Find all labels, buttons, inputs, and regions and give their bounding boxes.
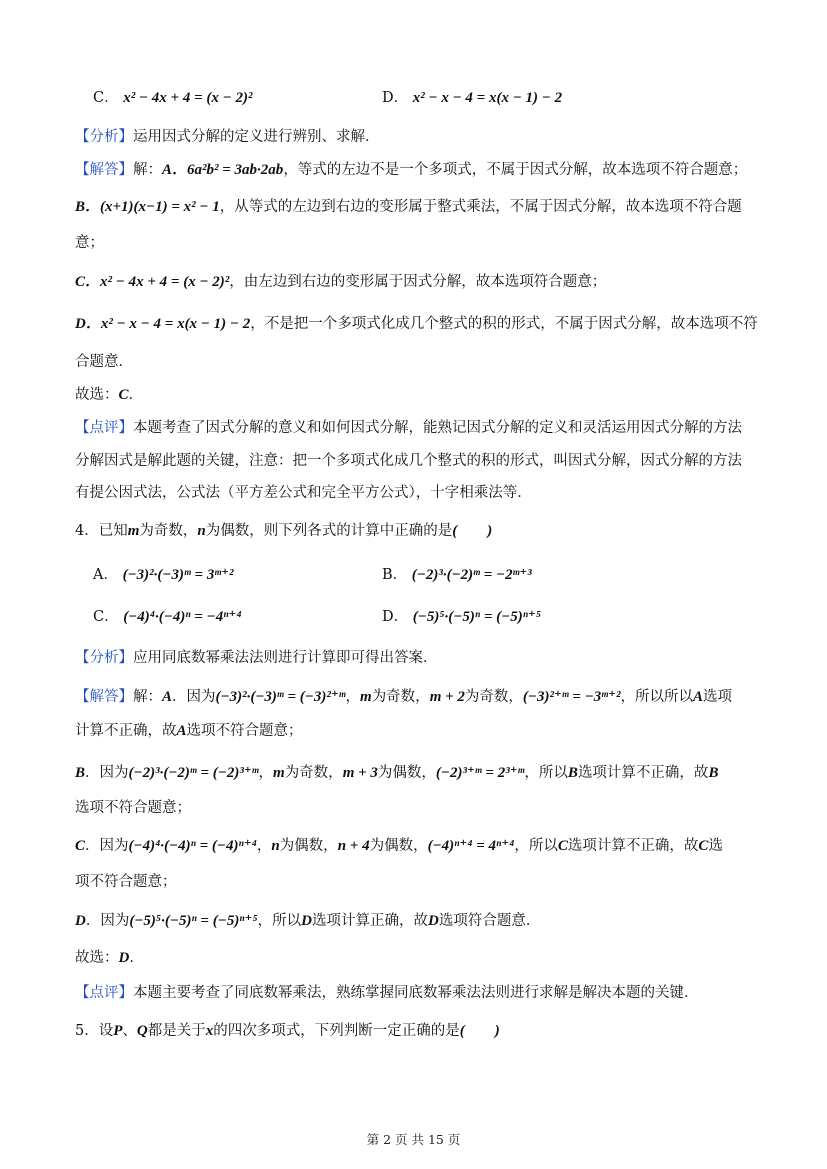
q3-review-1	[75, 418, 742, 438]
item-text: 意；	[75, 235, 104, 251]
page-footer: 第 2 页 共 15 页	[366, 1132, 461, 1147]
option-math: x² − 4x + 4 = (x − 2)²	[123, 90, 253, 106]
q3-answer-d	[75, 314, 758, 334]
choice-text: 故选：	[75, 950, 119, 966]
item-math: C	[557, 838, 568, 854]
q4-option-a	[93, 565, 234, 585]
item-text: 为偶数，	[369, 838, 428, 854]
item-text: 计算不正确，故	[75, 723, 177, 739]
item-text: ．因为	[85, 765, 129, 781]
answer-intro: 解：	[133, 162, 162, 178]
item-text: ，所以	[524, 765, 568, 781]
review-text: 分解因式是解此题的关键，注意：把一个多项式化成几个整式的积的形式，叫因式分解，因式分解的方法	[75, 453, 742, 469]
stem-text: 为偶数，则下列各式的计算中正确的是	[205, 523, 453, 539]
item-math: m + 2	[429, 689, 465, 705]
item-label: B	[75, 765, 86, 781]
choice-value: C	[118, 387, 129, 403]
var-q: Q	[136, 1023, 148, 1039]
q4-option-b	[382, 565, 532, 585]
item-text: 合题意．	[75, 354, 133, 370]
stem-text: 都是关于	[147, 1023, 206, 1039]
q3-answer-b-cont	[75, 233, 104, 253]
q5-stem	[75, 1021, 500, 1041]
item-text: 选	[708, 838, 723, 854]
item-text: 选项符合题意．	[438, 913, 541, 929]
q4-answer-b	[75, 763, 718, 783]
item-text: ，所以	[257, 913, 302, 929]
item-text: ，	[345, 689, 361, 705]
var-n: n	[197, 523, 206, 539]
item-label: C	[75, 838, 86, 854]
answer-blank: ( )	[459, 1023, 500, 1039]
item-math: m	[273, 765, 285, 781]
item-math: B	[567, 765, 578, 781]
item-text: 为偶数，	[377, 765, 436, 781]
item-label: A	[162, 689, 173, 705]
var-m: m	[127, 523, 140, 539]
choice-text: 故选：	[75, 387, 119, 403]
item-text: ，所以所以	[620, 689, 694, 705]
answer-blank: ( )	[452, 523, 493, 539]
q4-choice: 故选：D．	[75, 950, 144, 966]
q3-option-d	[382, 88, 562, 108]
item-text: ．因为	[172, 689, 216, 705]
review-text: 本题考查了因式分解的意义和如何因式分解，能熟记因式分解的定义和灵活运用因式分解的方法	[133, 420, 742, 436]
answer-tag: 【解答】	[75, 689, 133, 705]
choice-value: D	[118, 950, 130, 966]
option-math: (−2)³·(−2)ᵐ = −2ᵐ⁺³	[411, 567, 532, 583]
item-text: ，	[258, 765, 274, 781]
stem-text: 已知	[98, 523, 128, 539]
answer-tag: 【解答】	[75, 162, 133, 178]
question-number: 5．	[75, 1023, 99, 1039]
stem-text: 设	[98, 1023, 114, 1039]
item-text: ，所以	[514, 838, 558, 854]
q4-answer-c	[75, 836, 723, 856]
q3-review-3	[75, 483, 532, 503]
q3-answer-a	[75, 160, 747, 180]
analysis-tag: 【分析】	[75, 129, 133, 145]
q4-answer-c-cont	[75, 872, 177, 892]
option-label: C．	[93, 609, 119, 625]
q4-option-c	[93, 607, 242, 627]
item-math: 6a²b² = 3ab·2ab	[187, 162, 284, 178]
item-math: (−3)²⁺ᵐ = −3ᵐ⁺²	[522, 689, 621, 705]
item-math: x² − x − 4 = x(x − 1) − 2	[100, 316, 251, 332]
q3-answer-b	[75, 197, 742, 217]
analysis-tag: 【分析】	[75, 650, 133, 666]
item-text: 选项计算不正确，故	[567, 838, 699, 854]
option-label: B．	[382, 567, 408, 583]
item-math: n + 4	[337, 838, 370, 854]
item-math: (−2)³·(−2)ᵐ = (−2)³⁺ᵐ	[128, 765, 259, 781]
analysis-text: 应用同底数幂乘法法则进行计算即可得出答案．	[133, 650, 438, 666]
item-math: A	[176, 723, 187, 739]
item-text: ，由左边到右边的变形属于因式分解，故本选项符合题意；	[229, 274, 607, 290]
q4-stem	[75, 521, 492, 541]
option-math: x² − x − 4 = x(x − 1) − 2	[412, 90, 563, 106]
q3-analysis	[75, 127, 380, 147]
item-math: (−5)⁵·(−5)ⁿ = (−5)ⁿ⁺⁵	[129, 913, 258, 929]
item-label: D．	[75, 316, 101, 332]
review-tag: 【点评】	[75, 420, 133, 436]
item-text: ．因为	[85, 913, 130, 929]
q4-analysis	[75, 648, 438, 668]
item-math: n	[271, 838, 280, 854]
analysis-text: 运用因式分解的定义进行辨别、求解．	[133, 129, 380, 145]
item-math: D	[428, 913, 439, 929]
q4-answer-d	[75, 911, 540, 931]
item-math: m	[360, 689, 372, 705]
item-math: A	[693, 689, 704, 705]
item-text: ，	[256, 838, 272, 854]
option-label: D．	[382, 609, 409, 625]
q3-answer-c	[75, 272, 606, 292]
review-text: 有提公因式法，公式法（平方差公式和完全平方公式），十字相乘法等．	[75, 485, 532, 501]
var-x: x	[205, 1023, 214, 1039]
item-math: B	[708, 765, 719, 781]
q4-review	[75, 983, 699, 1003]
item-math: m + 3	[342, 765, 378, 781]
review-text: 本题主要考查了同底数幂乘法，熟练掌握同底数幂乘法法则进行求解是解决本题的关键．	[133, 985, 699, 1001]
q4-answer-a-cont	[75, 721, 303, 741]
item-label: C．	[75, 274, 101, 290]
item-text: 项不符合题意；	[75, 874, 177, 890]
q4-answer-b-cont	[75, 798, 191, 818]
item-text: ，不是把一个多项式化成几个整式的积的形式，不属于因式分解，故本选项不符	[250, 316, 758, 332]
item-text: ，从等式的左边到右边的变形属于整式乘法，不属于因式分解，故本选项不符合题	[219, 199, 742, 215]
item-text: 选项不符合题意；	[75, 800, 191, 816]
option-label: C．	[93, 90, 119, 106]
item-text: 为奇数，	[371, 689, 430, 705]
item-math: (−4)⁴·(−4)ⁿ = (−4)ⁿ⁺⁴	[128, 838, 257, 854]
item-label: A．	[162, 162, 188, 178]
q3-review-2	[75, 451, 742, 471]
item-text: 选项计算正确，故	[312, 913, 429, 929]
stem-text: 的四次多项式，下列判断一定正确的是	[213, 1023, 460, 1039]
q3-option-c	[93, 88, 252, 108]
item-math: (−2)³⁺ᵐ = 2³⁺ᵐ	[435, 765, 525, 781]
item-math: (x+1)(x−1) = x² − 1	[100, 199, 220, 215]
item-label: B．	[75, 199, 101, 215]
option-label: D．	[382, 90, 409, 106]
item-math: (−4)ⁿ⁺⁴ = 4ⁿ⁺⁴	[427, 838, 515, 854]
option-label: A．	[93, 567, 118, 583]
item-label: D	[75, 913, 86, 929]
option-math: (−4)⁴·(−4)ⁿ = −4ⁿ⁺⁴	[123, 609, 242, 625]
item-math: x² − 4x + 4 = (x − 2)²	[100, 274, 230, 290]
item-text: 选项计算不正确，故	[577, 765, 709, 781]
item-math: C	[698, 838, 709, 854]
item-text: 为奇数，	[284, 765, 343, 781]
option-math: (−3)²·(−3)ᵐ = 3ᵐ⁺²	[122, 567, 234, 583]
item-text: 选项	[703, 689, 733, 705]
q4-answer-a	[75, 687, 732, 707]
answer-intro: 解：	[133, 689, 162, 705]
item-text: ．因为	[85, 838, 129, 854]
item-text: 为偶数，	[279, 838, 338, 854]
q4-option-d	[382, 607, 541, 627]
q3-choice: 故选：C．	[75, 387, 144, 403]
item-text: ，等式的左边不是一个多项式，不属于因式分解，故本选项不符合题意；	[283, 162, 748, 178]
item-text: 为奇数，	[464, 689, 523, 705]
item-math: D	[301, 913, 313, 929]
var-p: P	[113, 1023, 123, 1039]
option-math: (−5)⁵·(−5)ⁿ = (−5)ⁿ⁺⁵	[412, 609, 542, 625]
stem-text: 、	[122, 1023, 137, 1039]
stem-text: 为奇数，	[139, 523, 198, 539]
item-text: 选项不符合题意；	[186, 723, 303, 739]
review-tag: 【点评】	[75, 985, 133, 1001]
item-math: (−3)²·(−3)ᵐ = (−3)²⁺ᵐ	[215, 689, 346, 705]
q3-answer-d-cont	[75, 352, 133, 372]
question-number: 4．	[75, 523, 99, 539]
